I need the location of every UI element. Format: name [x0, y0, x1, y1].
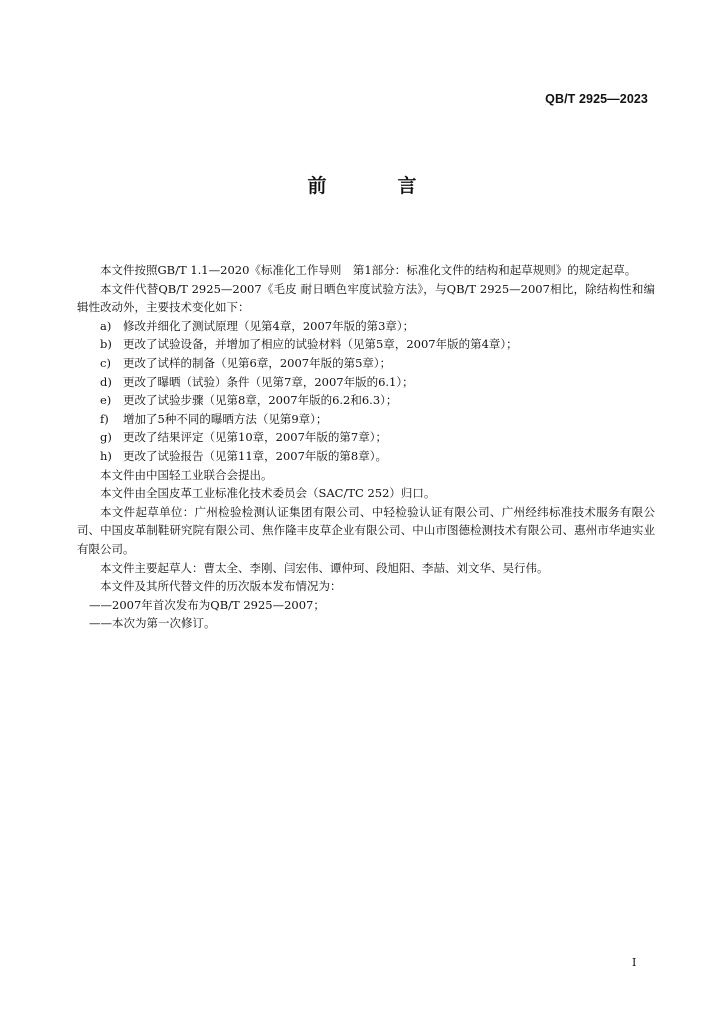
list-marker: d)	[100, 374, 112, 389]
standard-code: QB/T 2925—2023	[545, 92, 648, 106]
page-title: 前 言	[307, 175, 443, 197]
list-item-text: 更改了试样的制备（见第6章，2007年版的第5章）；	[123, 355, 392, 370]
paragraph-drafting-units: 本文件起草单位：广州检验检测认证集团有限公司、中轻检验认证有限公司、广州经纬标准技术服务有限公司、中国皮革制鞋研究院有限公司、焦作隆丰皮草企业有限公司、中山市图德检测技术有限公司、惠州市华迪实业有限公司。	[77, 504, 655, 556]
list-item	[77, 317, 655, 336]
list-item-text: 更改了曝晒（试验）条件（见第7章，2007年版的6.1）；	[123, 374, 414, 389]
list-marker: f)	[100, 411, 109, 426]
list-marker: b)	[100, 337, 112, 352]
list-item-text: 更改了结果评定（见第10章，2007年版的第7章）；	[123, 430, 387, 445]
history-item: ——2007年首次发布为QB/T 2925—2007；	[89, 597, 325, 612]
list-item	[77, 428, 655, 447]
list-item	[77, 391, 655, 410]
list-item	[77, 410, 655, 429]
paragraph-history-intro: 本文件及其所代替文件的历次版本发布情况为：	[100, 579, 342, 594]
list-item-text: 修改并细化了测试原理（见第4章，2007年版的第3章）；	[123, 318, 415, 333]
list-marker: g)	[100, 430, 112, 445]
list-item-text: 更改了试验步骤（见第8章，2007年版的6.2和6.3）；	[123, 393, 398, 408]
history-item: ——本次为第一次修订。	[89, 616, 216, 631]
list-item	[77, 335, 655, 354]
paragraph-replacement: 本文件代替QB/T 2925—2007《毛皮 耐日晒色牢度试验方法》，与QB/T 2925—2007相比，除结构性和编辑性改动外，主要技术变化如下：	[77, 281, 655, 315]
list-item	[77, 373, 655, 392]
changes-list	[77, 317, 655, 466]
page-number: I	[632, 956, 637, 969]
list-marker: c)	[100, 355, 111, 370]
history-list	[77, 596, 655, 633]
list-item-text: 更改了试验设备，并增加了相应的试验材料（见第5章，2007年版的第4章）；	[123, 337, 518, 352]
paragraph-drafters: 本文件主要起草人：曹太全、李刚、闫宏伟、谭仲珂、段旭阳、李喆、刘文华、吴行伟。	[100, 560, 549, 575]
list-marker: a)	[100, 318, 112, 333]
list-marker: h)	[100, 448, 112, 463]
paragraph-jurisdiction: 本文件由全国皮革工业标准化技术委员会（SAC/TC 252）归口。	[100, 486, 436, 501]
list-item	[77, 354, 655, 373]
foreword-body	[77, 261, 655, 633]
list-marker: e)	[100, 393, 112, 408]
paragraph-drafting-rules: 本文件按照GB/T 1.1—2020《标准化工作导则 第1部分：标准化文件的结构和起草规则》的规定起草。	[100, 263, 637, 277]
paragraph-proposed-by: 本文件由中国轻工业联合会提出。	[100, 467, 273, 482]
list-item	[77, 447, 655, 466]
list-item-text: 增加了5种不同的曝晒方法（见第9章）；	[123, 411, 328, 426]
list-item-text: 更改了试验报告（见第11章，2007年版的第8章）。	[123, 448, 387, 463]
